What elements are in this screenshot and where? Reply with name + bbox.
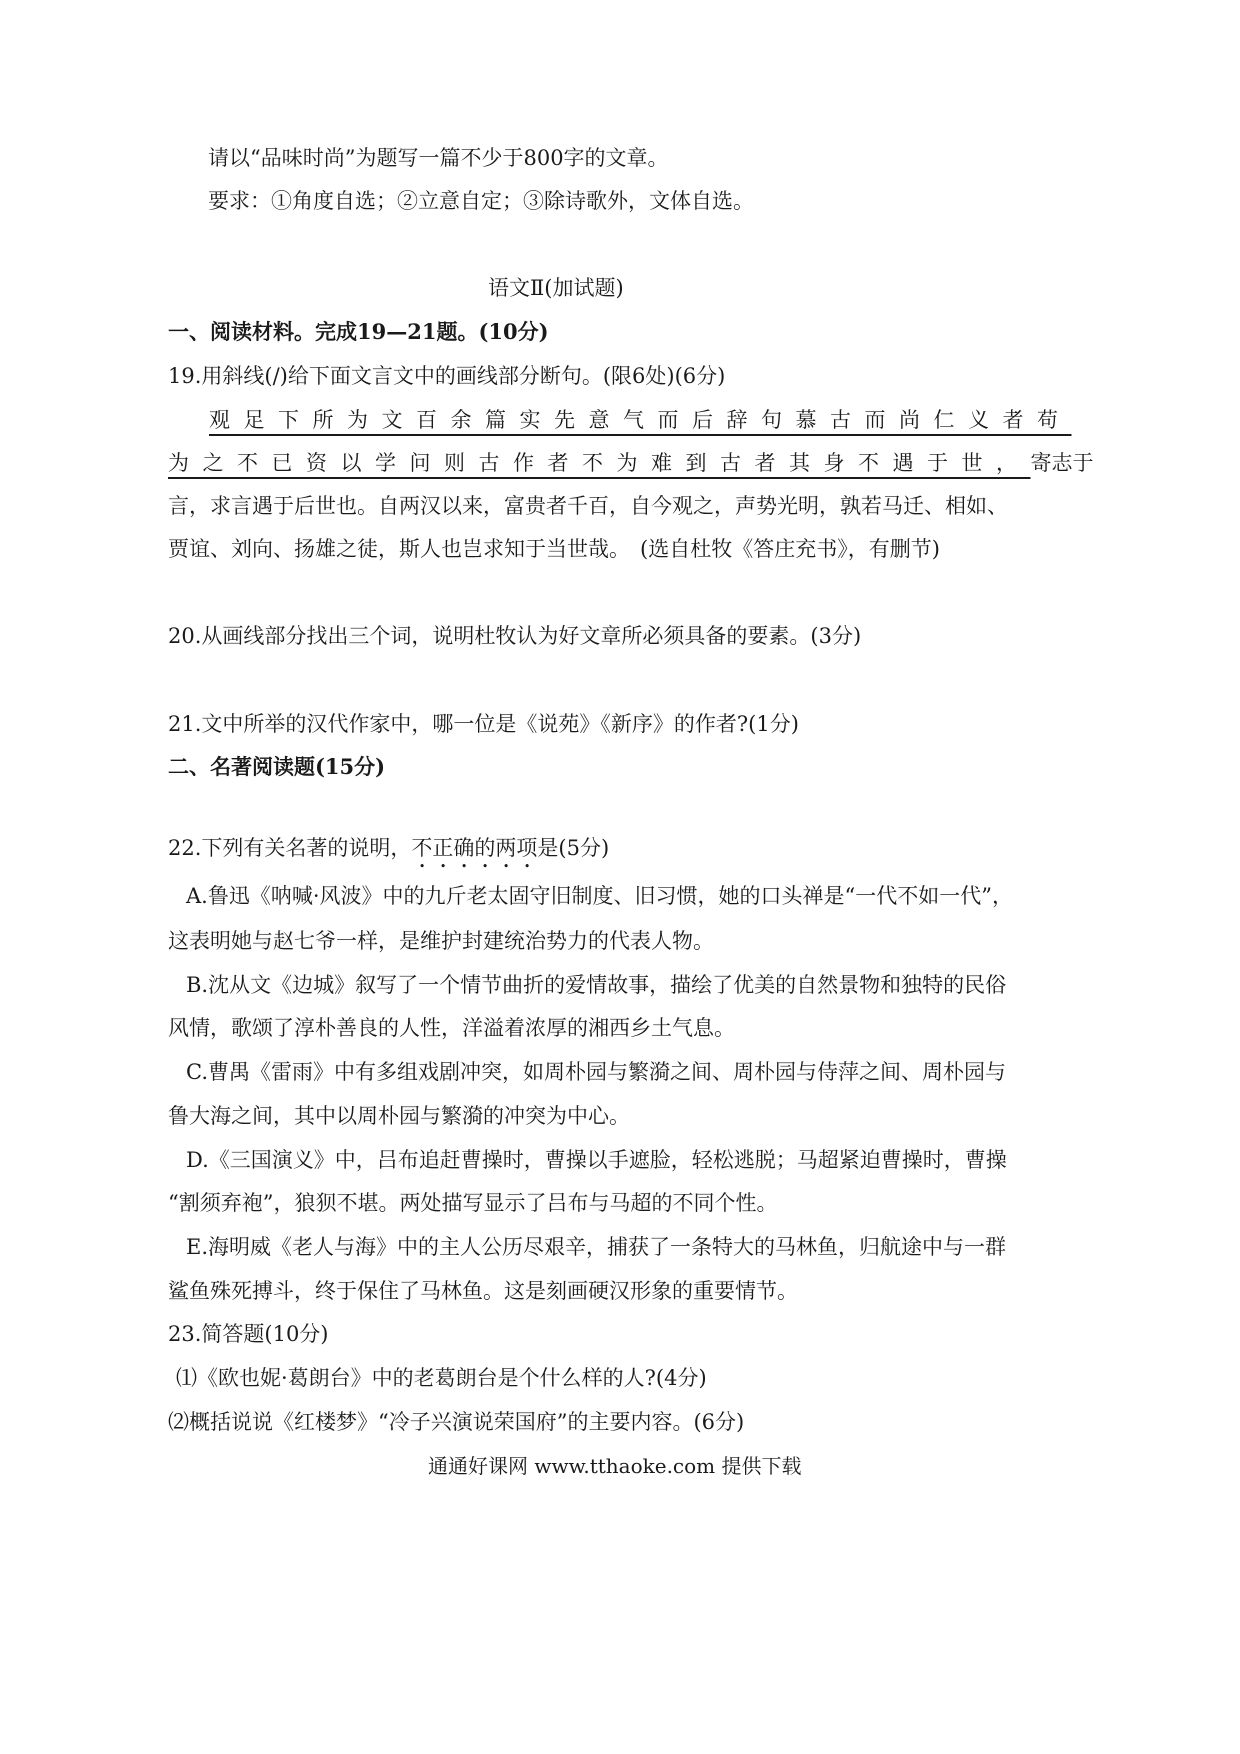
q22-stem [168, 834, 609, 873]
part1-heading: 一、阅读材料。完成19—21题。(10分) [168, 319, 549, 344]
q22-option-c-line2: 鲁大海之间，其中以周朴园与繁漪的冲突为中心。 [168, 1104, 630, 1128]
q19-passage-line2-underlined: 为之不已资以学问则古作者不为难到古者其身不遇于世， [168, 451, 1031, 475]
essay-requirements: 要求：①角度自选；②立意自定；③除诗歌外，文体自选。 [208, 189, 754, 213]
q22-option-e-line2: 鲨鱼殊死搏斗，终于保住了马林鱼。这是刻画硬汉形象的重要情节。 [168, 1279, 798, 1303]
q19-passage-line2-rest: 寄志于 [1030, 451, 1094, 475]
q22-option-a-line1: A.鲁迅《呐喊·风波》中的九斤老太固守旧制度、旧习惯，她的口头禅是“一代不如一代”， [186, 884, 1013, 908]
q22-option-b-line1: B.沈从文《边城》叙写了一个情节曲折的爱情故事，描绘了优美的自然景物和独特的民俗 [186, 973, 1007, 997]
essay-prompt: 请以“品味时尚”为题写一篇不少于800字的文章。 [208, 146, 669, 170]
q19-passage-line2 [168, 449, 1094, 477]
q22-option-c-line1: C.曹禺《雷雨》中有多组戏剧冲突，如周朴园与繁漪之间、周朴园与侍萍之间、周朴园与 [186, 1060, 1006, 1084]
q19-passage-line3: 言，求言遇于后世也。自两汉以来，富贵者千百，自今观之，声势光明，孰若马迁、相如、 [168, 494, 1008, 518]
page-footer: 通通好课网 www.tthaoke.com 提供下载 [428, 1454, 802, 1478]
q19-stem: 19.用斜线(/)给下面文言文中的画线部分断句。(限6处)(6分) [168, 364, 726, 388]
q21-stem: 21.文中所举的汉代作家中，哪一位是《说苑》《新序》的作者?(1分) [168, 712, 799, 736]
q20-stem: 20.从画线部分找出三个词，说明杜牧认为好文章所必须具备的要素。(3分) [168, 624, 862, 648]
q22-option-d-line2: “割须弃袍”，狼狈不堪。两处描写显示了吕布与马超的不同个性。 [168, 1191, 778, 1215]
q22-option-d-line1: D.《三国演义》中，吕布追赶曹操时，曹操以手遮脸，轻松逃脱；马超紧迫曹操时，曹操 [186, 1148, 1007, 1172]
q22-stem-before: 22.下列有关名著的说明， [168, 836, 412, 860]
q19-passage-line1: 观足下所为文百余篇实先意气而后辞句慕古而尚仁义者苟 [209, 408, 1072, 432]
q22-option-a-line2: 这表明她与赵七爷一样，是维护封建统治势力的代表人物。 [168, 929, 714, 953]
part2-heading: 二、名著阅读题(15分) [168, 754, 386, 779]
q23-sub1: ⑴《欧也妮·葛朗台》中的老葛朗台是个什么样的人?(4分) [176, 1366, 707, 1390]
q22-stem-after: 是(5分) [537, 836, 610, 860]
q22-option-b-line2: 风情，歌颂了淳朴善良的人性，洋溢着浓厚的湘西乡土气息。 [168, 1016, 735, 1040]
section-title: 语文Ⅱ(加试题) [488, 276, 624, 300]
q19-passage-line4: 贾谊、刘向、扬雄之徒，斯人也岂求知于当世哉。 [168, 537, 630, 561]
q22-option-e-line1: E.海明威《老人与海》中的主人公历尽艰辛，捕获了一条特大的马林鱼，归航途中与一群 [186, 1235, 1007, 1259]
q23-stem: 23.简答题(10分) [168, 1322, 329, 1346]
q23-sub2: ⑵概括说说《红楼梦》“冷子兴演说荣国府”的主要内容。(6分) [168, 1410, 745, 1434]
q22-stem-emphasis: 不正确的两项 [411, 836, 538, 860]
q19-source: (选自杜牧《答庄充书》，有删节) [640, 537, 940, 561]
